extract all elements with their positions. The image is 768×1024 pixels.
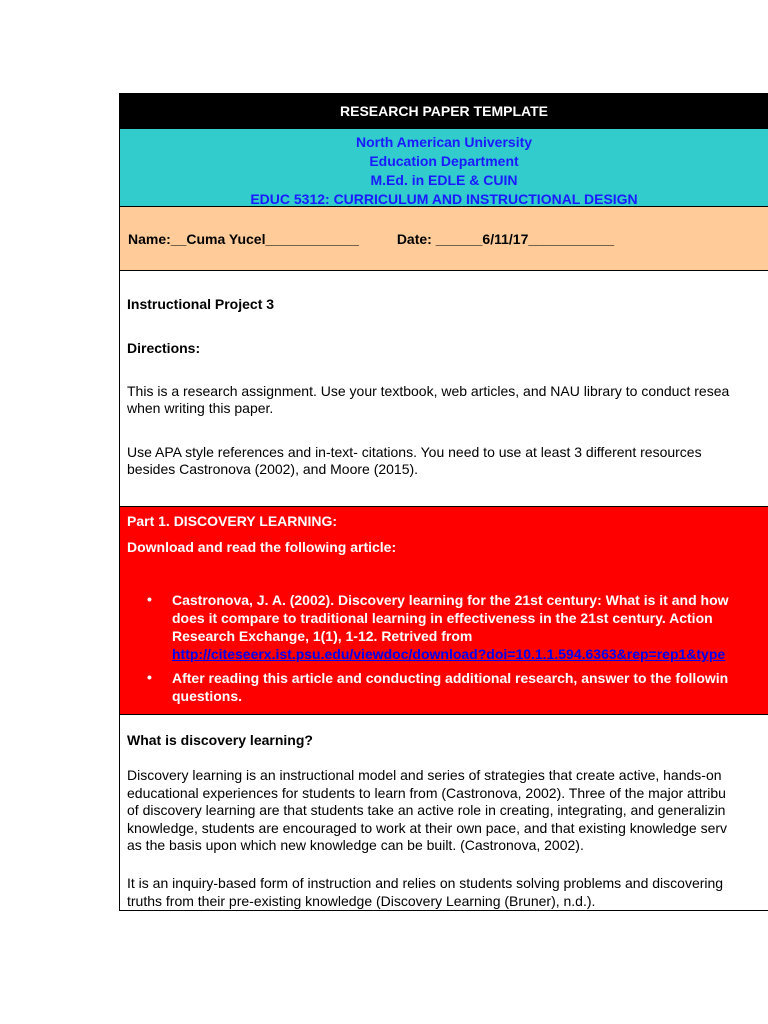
bullet-icon: •	[147, 669, 152, 685]
article-reference	[172, 591, 729, 663]
text-line: This is a research assignment. Use your textbook, web articles, and NAU library to conduct resea	[127, 383, 730, 399]
directions-heading: Directions:	[127, 340, 201, 356]
directions-paragraph-1	[127, 383, 729, 417]
text-line: Use APA style references and in-text- citations. You need to use at least 3 different resources	[127, 444, 702, 460]
text-line: questions.	[172, 688, 243, 704]
university-name: North American University	[355, 134, 533, 150]
student-name: Name:__Cuma Yucel____________	[128, 231, 359, 247]
bullet-icon: •	[147, 591, 152, 607]
program-name: M.Ed. in EDLE & CUIN	[370, 172, 518, 188]
question-heading: What is discovery learning?	[127, 732, 313, 748]
student-info-row	[120, 207, 768, 271]
answer-paragraph-2	[127, 875, 723, 910]
text-line: as the basis upon which new knowledge can be built. (Castronova, 2002).	[127, 837, 584, 853]
text-line: knowledge, students are encouraged to work at their own pace, and that existing knowledge serv	[127, 819, 728, 836]
text-line: After reading this article and conducting additional research, answer to the followin	[172, 670, 729, 686]
text-line: It is an inquiry-based form of instruction and relies on students solving problems and discovering	[127, 875, 724, 891]
text-line: of discovery learning are that students take an active role in creating, integrating, and generalizin	[127, 802, 726, 818]
text-line: Discovery learning is an instructional model and series of strategies that create active, hands-on	[127, 767, 722, 783]
text-line: besides Castronova (2002), and Moore (2015).	[127, 461, 419, 477]
text-line: Research Exchange, 1(1), 1-12. Retrived from	[172, 628, 473, 644]
submission-date: Date: ______6/11/17___________	[396, 231, 615, 247]
directions-paragraph-2	[127, 444, 702, 478]
part1-heading: Part 1. DISCOVERY LEARNING:	[127, 513, 338, 529]
university-row	[120, 129, 768, 207]
answer-paragraph-1	[127, 767, 727, 855]
article-link[interactable]: http://citeseerx.ist.psu.edu/viewdoc/download?doi=10.1.1.594.6363&rep=rep1&type	[172, 646, 726, 662]
text-line: truths from their pre-existing knowledge (Discovery Learning (Bruner), n.d.).	[127, 892, 596, 909]
text-line: when writing this paper.	[127, 400, 274, 416]
text-line: does it compare to traditional learning in effectiveness in the 21st century. Action	[172, 610, 713, 626]
title-row	[120, 94, 768, 129]
course-name: EDUC 5312: CURRICULUM AND INSTRUCTIONAL DESIGN	[250, 191, 638, 207]
text-line: educational experiences for students to learn from (Castronova, 2002). Three of the major attribu	[127, 784, 726, 801]
department-name: Education Department	[369, 153, 519, 169]
task-instruction	[172, 669, 728, 705]
download-instruction: Download and read the following article:	[127, 539, 397, 555]
page-title: RESEARCH PAPER TEMPLATE	[340, 103, 548, 119]
project-heading: Instructional Project 3	[127, 296, 275, 312]
text-line: Castronova, J. A. (2002). Discovery learning for the 21st century: What is it and how	[172, 592, 729, 608]
